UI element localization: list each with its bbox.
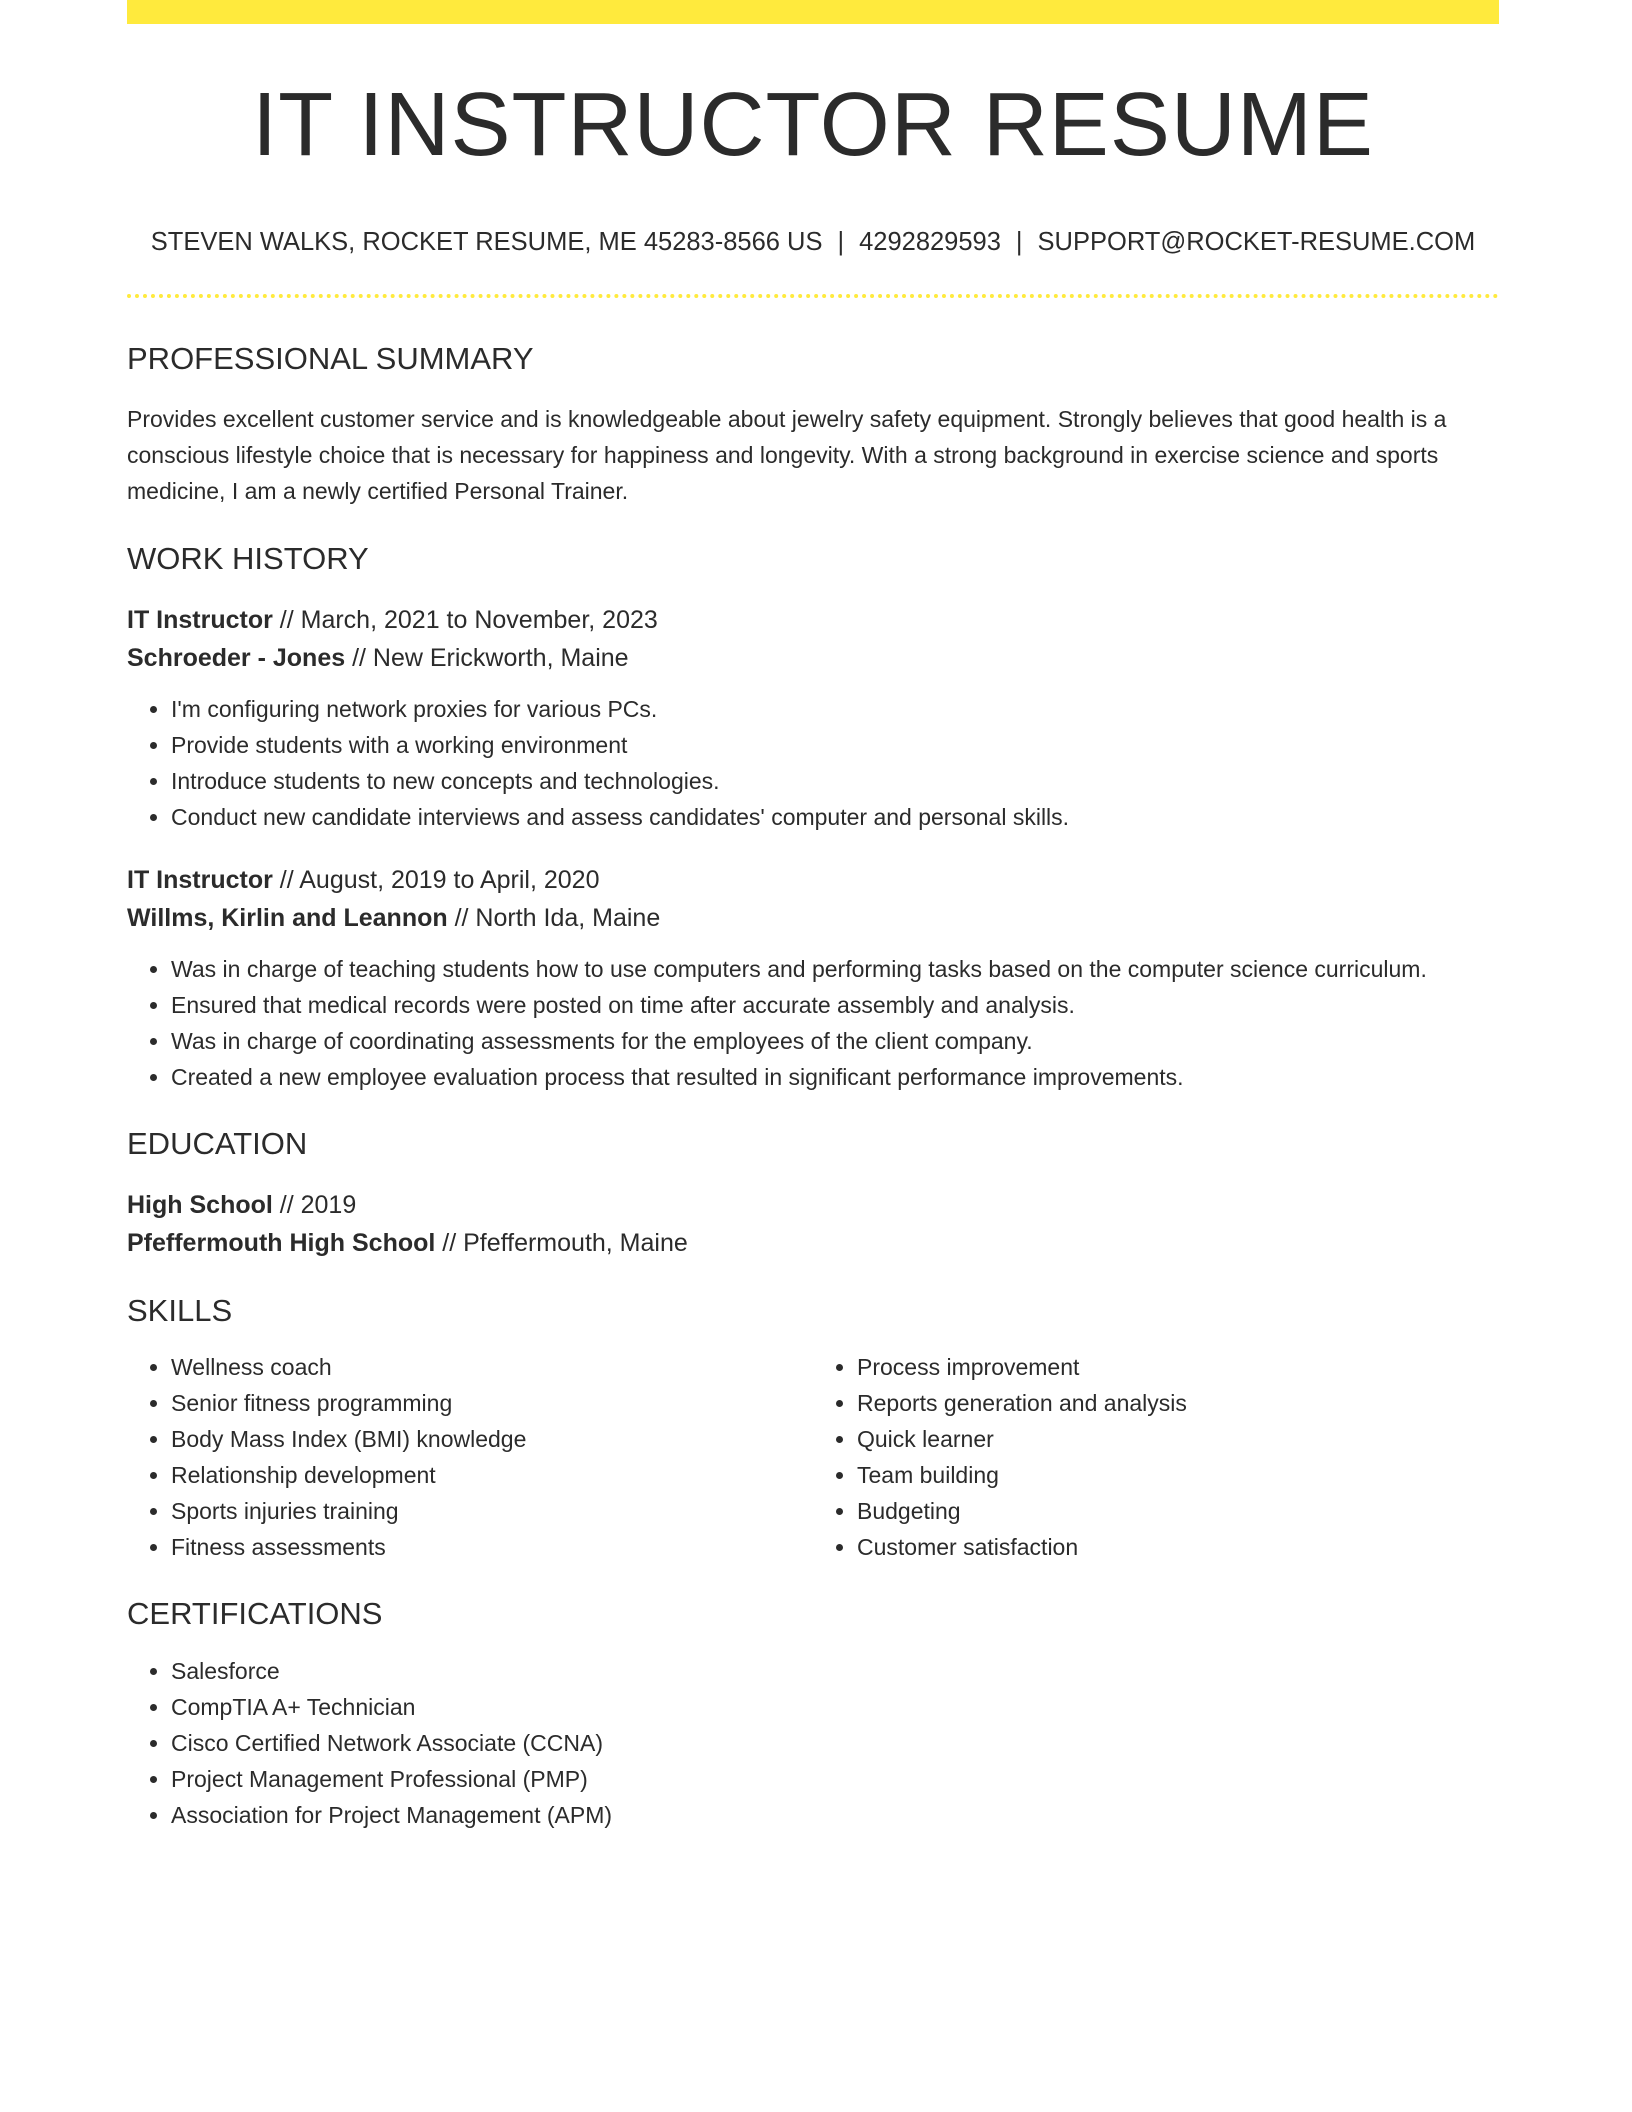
degree-line	[127, 1186, 1499, 1224]
job-entry	[127, 861, 1499, 1095]
job-bullet: • Was in charge of teaching students how to use computers and performing tasks based on the computer science curriculum.	[171, 951, 1499, 987]
contact-email: SUPPORT@ROCKET-RESUME.COM	[1037, 228, 1476, 256]
skill-item: • Senior fitness programming	[171, 1385, 813, 1421]
job-location: // North Ida, Maine	[447, 903, 661, 932]
contact-address: STEVEN WALKS, ROCKET RESUME, ME 45283-8566 US	[150, 228, 823, 256]
job-title-line	[127, 601, 1499, 639]
skill-item: • Customer satisfaction	[857, 1529, 1499, 1565]
skills-right-list	[813, 1349, 1499, 1565]
work-history-section	[127, 540, 1499, 1095]
job-dates: // March, 2021 to November, 2023	[272, 605, 658, 634]
dotted-divider	[127, 294, 1499, 298]
job-title: IT Instructor	[127, 605, 273, 634]
certifications-section	[127, 1595, 1499, 1832]
resume-page	[127, 0, 1499, 1833]
school-location: // Pfeffermouth, Maine	[435, 1229, 688, 1258]
job-dates: // August, 2019 to April, 2020	[272, 865, 600, 894]
degree-year: // 2019	[272, 1191, 357, 1220]
contact-separator: |	[837, 228, 845, 256]
skill-item: • Fitness assessments	[171, 1529, 813, 1565]
job-bullet: • Created a new employee evaluation process that resulted in significant performance improvements.	[171, 1059, 1499, 1095]
contact-separator: |	[1015, 228, 1023, 256]
job-bullet: • Was in charge of coordinating assessments for the employees of the client company.	[171, 1023, 1499, 1059]
certification-item: • Association for Project Management (APM)	[171, 1797, 1499, 1833]
job-company-line	[127, 639, 1499, 677]
skill-item: • Sports injuries training	[171, 1493, 813, 1529]
education-heading: EDUCATION	[127, 1125, 308, 1161]
skill-item: • Team building	[857, 1457, 1499, 1493]
certification-item: • Salesforce	[171, 1653, 1499, 1689]
degree: High School	[127, 1191, 273, 1220]
skill-item: • Reports generation and analysis	[857, 1385, 1499, 1421]
education-section	[127, 1125, 1499, 1262]
job-bullet: • Introduce students to new concepts and technologies.	[171, 763, 1499, 799]
school-line	[127, 1224, 1499, 1262]
job-entry	[127, 601, 1499, 835]
job-title: IT Instructor	[127, 865, 273, 894]
job-location: // New Erickworth, Maine	[345, 643, 629, 672]
job-company: Schroeder - Jones	[127, 643, 346, 672]
summary-section	[127, 340, 1499, 509]
skill-item: • Body Mass Index (BMI) knowledge	[171, 1421, 813, 1457]
job-bullet: • Provide students with a working environment	[171, 727, 1499, 763]
job-bullet: • I'm configuring network proxies for various PCs.	[171, 691, 1499, 727]
job-bullet: • Ensured that medical records were posted on time after accurate assembly and analysis.	[171, 987, 1499, 1023]
skills-columns	[127, 1349, 1499, 1565]
certifications-heading: CERTIFICATIONS	[127, 1596, 383, 1632]
skills-left-list	[127, 1349, 813, 1565]
summary-text: Provides excellent customer service and is knowledgeable about jewelry safety equipment. Strongly believes that good health is a conscious lifestyle choice that is necessary for happiness and longevity. With a strong background in exercise science and sports medicine, I am a newly certified Personal Trainer.	[127, 405, 1447, 504]
skill-item: • Wellness coach	[171, 1349, 813, 1385]
job-bullets	[127, 691, 1499, 835]
job-company-line	[127, 899, 1499, 937]
certification-item: • CompTIA A+ Technician	[171, 1689, 1499, 1725]
job-bullets	[127, 951, 1499, 1095]
resume-title: IT INSTRUCTOR RESUME	[252, 75, 1374, 175]
job-bullet: • Conduct new candidate interviews and assess candidates' computer and personal skills.	[171, 799, 1499, 835]
contact-phone: 4292829593	[859, 228, 1001, 256]
skill-item: • Budgeting	[857, 1493, 1499, 1529]
skill-item: • Quick learner	[857, 1421, 1499, 1457]
contact-line	[127, 227, 1499, 258]
education-entry	[127, 1186, 1499, 1262]
skills-heading: SKILLS	[127, 1293, 233, 1329]
skill-item: • Process improvement	[857, 1349, 1499, 1385]
summary-heading: PROFESSIONAL SUMMARY	[127, 340, 534, 376]
job-company: Willms, Kirlin and Leannon	[127, 903, 448, 932]
certification-item: • Cisco Certified Network Associate (CCNA)	[171, 1725, 1499, 1761]
skills-section	[127, 1292, 1499, 1565]
school-name: Pfeffermouth High School	[127, 1229, 436, 1258]
skill-item: • Relationship development	[171, 1457, 813, 1493]
certification-item: • Project Management Professional (PMP)	[171, 1761, 1499, 1797]
certifications-list	[127, 1653, 1499, 1833]
work-history-heading: WORK HISTORY	[127, 540, 369, 576]
accent-top-bar	[127, 0, 1499, 24]
job-title-line	[127, 861, 1499, 899]
